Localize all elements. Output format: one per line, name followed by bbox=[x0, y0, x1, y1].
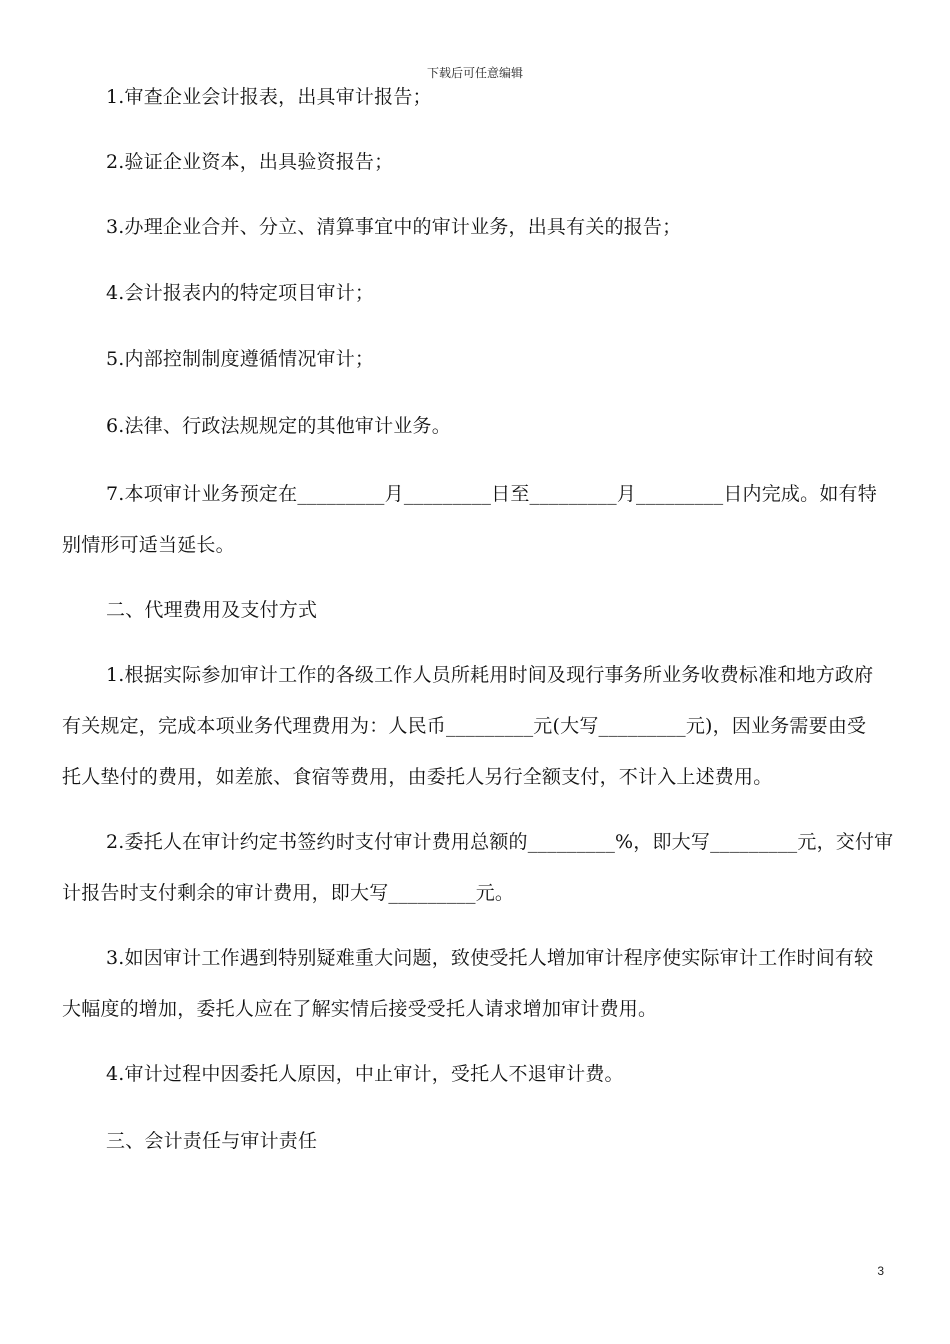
section-heading-fees: 二、代理费用及支付方式 bbox=[106, 599, 318, 621]
fee-clause-1-line-1: 1.根据实际参加审计工作的各级工作人员所耗用时间及现行事务所业务收费标准和地方政府 bbox=[106, 664, 874, 686]
clause-4: 4.会计报表内的特定项目审计； bbox=[106, 282, 375, 304]
clause-1: 1.审查企业会计报表，出具审计报告； bbox=[106, 86, 432, 108]
fee-clause-4: 4.审计过程中因委托人原因，中止审计，受托人不退审计费。 bbox=[106, 1063, 624, 1085]
fee-clause-2-line-1: 2.委托人在审计约定书签约时支付审计费用总额的_________%，即大写_________元，交付审 bbox=[106, 831, 894, 853]
page-number: 3 bbox=[877, 1264, 884, 1278]
header-note: 下载后可任意编辑 bbox=[426, 66, 523, 80]
clause-3: 3.办理企业合并、分立、清算事宜中的审计业务，出具有关的报告； bbox=[106, 216, 682, 238]
fee-clause-1-line-2: 有关规定，完成本项业务代理费用为：人民币_________元(大写_________元)，因业务需要由受 bbox=[62, 715, 867, 737]
fee-clause-3-line-1: 3.如因审计工作遇到特别疑难重大问题，致使受托人增加审计程序使实际审计工作时间有较 bbox=[106, 947, 874, 969]
fee-clause-2-line-2: 计报告时支付剩余的审计费用，即大写_________元。 bbox=[62, 882, 515, 904]
clause-7-line-2: 别情形可适当延长。 bbox=[62, 534, 235, 556]
clause-7-line-1: 7.本项审计业务预定在_________月_________日至_________月_________日内完成。如有特 bbox=[106, 483, 877, 505]
clause-6: 6.法律、行政法规规定的其他审计业务。 bbox=[106, 415, 451, 437]
fee-clause-1-line-3: 托人垫付的费用，如差旅、食宿等费用，由委托人另行全额支付，不计入上述费用。 bbox=[62, 766, 773, 788]
fee-clause-3-line-2: 大幅度的增加，委托人应在了解实情后接受受托人请求增加审计费用。 bbox=[62, 998, 658, 1020]
clause-2: 2.验证企业资本，出具验资报告； bbox=[106, 151, 394, 173]
clause-5: 5.内部控制制度遵循情况审计； bbox=[106, 348, 375, 370]
section-heading-responsibility: 三、会计责任与审计责任 bbox=[106, 1130, 318, 1152]
